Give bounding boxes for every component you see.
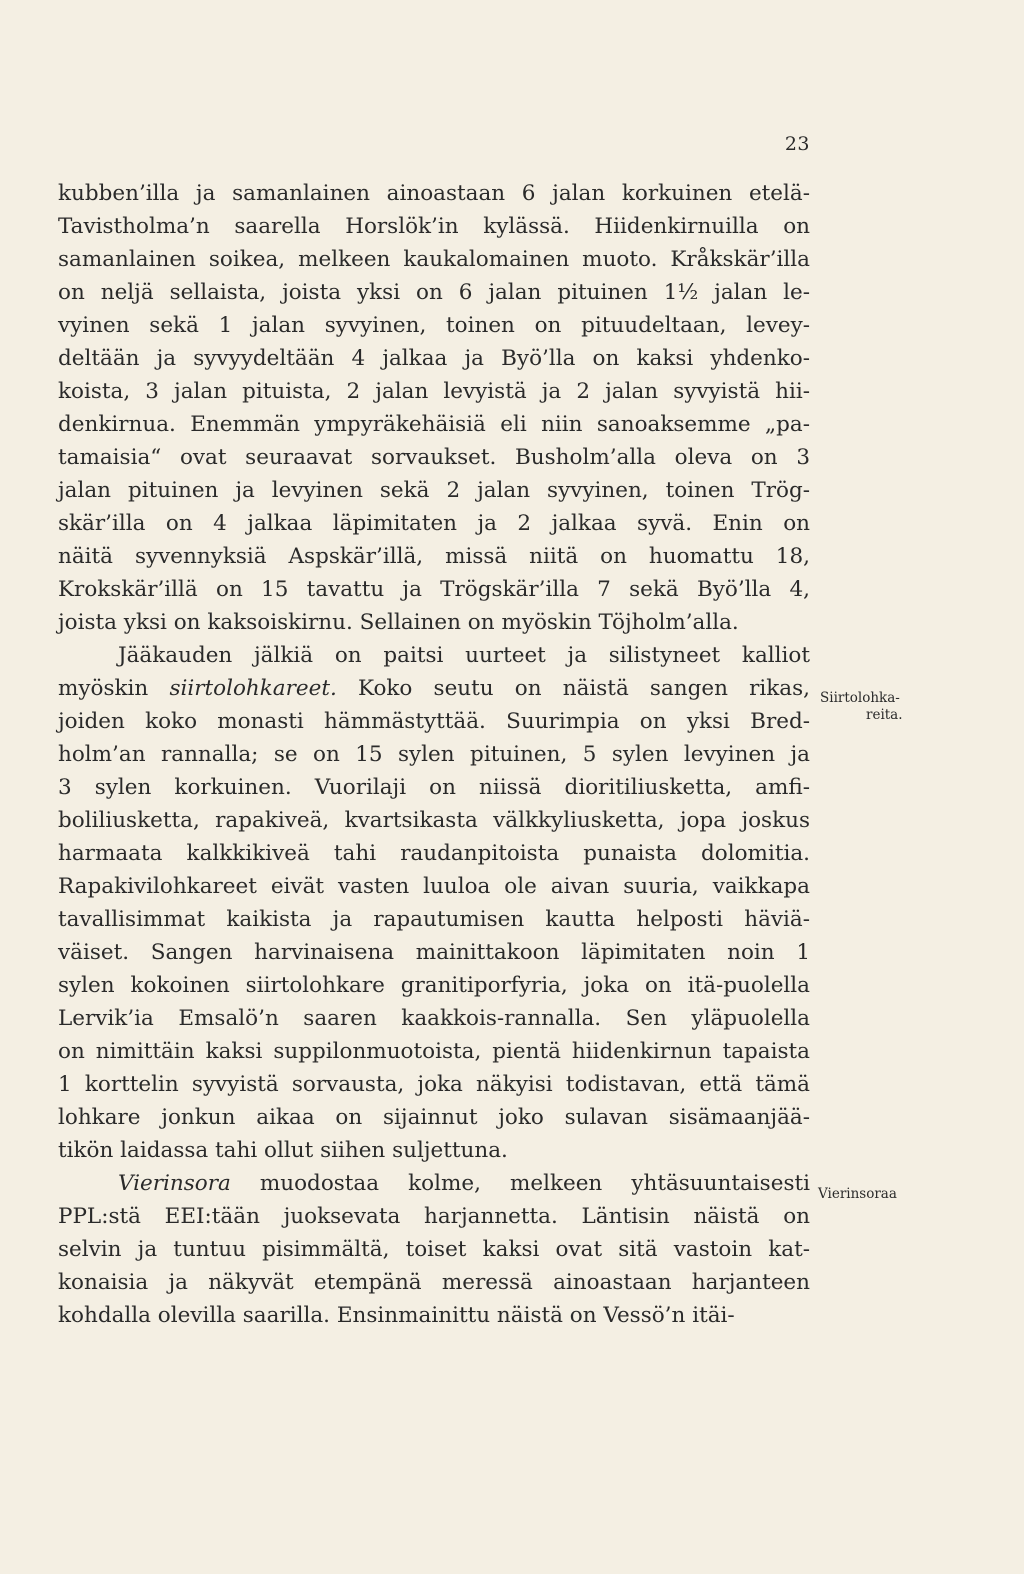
text-segment: kubben’illa ja samanlainen ainoastaan 6 jalan korkuinen etelä- xyxy=(58,181,810,206)
text-segment: 3 sylen korkuinen. Vuorilaji on niissä dioritiliusketta, amfi- xyxy=(58,775,810,800)
text-segment: joista yksi on kaksoiskirnu. Sellainen on myöskin Töjholm’alla. xyxy=(58,610,739,635)
text-line xyxy=(58,771,810,804)
text-segment: Koko seutu on näistä sangen rikas, xyxy=(336,676,810,701)
margin-note-line: Vierinsoraa xyxy=(818,1186,897,1202)
text-segment: deltään ja syvyydeltään 4 jalkaa ja Byö’lla on kaksi yhdenko- xyxy=(58,346,810,371)
margin-note-vierinsoraa xyxy=(818,1186,897,1203)
text-line xyxy=(58,903,810,936)
text-segment: tavallisimmat kaikista ja rapautumisen kautta helposti häviä- xyxy=(58,907,810,932)
text-segment: lohkare jonkun aikaa on sijainnut joko sulavan sisämaanjää- xyxy=(58,1105,810,1130)
margin-note-line: reita. xyxy=(866,707,903,723)
text-segment: boliliusketta, rapakiveä, kvartsikasta välkkyliusketta, jopa joskus xyxy=(58,808,810,833)
text-segment: Lervik’ia Emsalö’n saaren kaakkois-rannalla. Sen yläpuolella xyxy=(58,1006,810,1031)
body-text xyxy=(58,177,810,1332)
text-segment: tamaisia“ ovat seuraavat sorvaukset. Busholm’alla oleva on 3 xyxy=(58,445,810,470)
text-segment: konaisia ja näkyvät etempänä meressä ainoastaan harjanteen xyxy=(58,1270,810,1295)
emphasized-term: siirtolohkareet. xyxy=(169,676,337,701)
text-segment: harmaata kalkkikiveä tahi raudanpitoista punaista dolomitia. xyxy=(58,841,810,866)
text-line xyxy=(58,210,810,243)
text-line xyxy=(58,1035,810,1068)
text-line xyxy=(58,276,810,309)
text-segment: selvin ja tuntuu pisimmältä, toiset kaksi ovat sitä vastoin kat- xyxy=(58,1237,810,1262)
text-line xyxy=(58,936,810,969)
text-segment: väiset. Sangen harvinaisena mainittakoon läpimitaten noin 1 xyxy=(58,940,810,965)
text-segment: samanlainen soikea, melkeen kaukalomainen muoto. Kråkskär’illa xyxy=(58,247,810,272)
text-segment: tikön laidassa tahi ollut siihen suljettuna. xyxy=(58,1138,508,1163)
text-line xyxy=(58,408,810,441)
text-segment: on nimittäin kaksi suppilonmuotoista, pientä hiidenkirnun tapaista xyxy=(58,1039,810,1064)
text-segment: 1 korttelin syvyistä sorvausta, joka näkyisi todistavan, että tämä xyxy=(58,1072,810,1097)
text-segment: on neljä sellaista, joista yksi on 6 jalan pituinen 1½ jalan le- xyxy=(58,280,810,305)
text-line xyxy=(58,1068,810,1101)
text-segment: muodostaa kolme, melkeen yhtäsuuntaisesti xyxy=(230,1171,810,1196)
text-segment: PPL:stä EEI:tään juoksevata harjannetta. Läntisin näistä on xyxy=(58,1204,810,1229)
text-segment: myöskin xyxy=(58,676,170,701)
text-line xyxy=(58,639,810,672)
text-segment: Jääkauden jälkiä on paitsi uurteet ja silistyneet kalliot xyxy=(118,643,810,668)
text-line xyxy=(58,1233,810,1266)
text-segment: skär’illa on 4 jalkaa läpimitaten ja 2 jalkaa syvä. Enin on xyxy=(58,511,810,536)
text-segment: sylen kokoinen siirtolohkare granitiporfyria, joka on itä-puolella xyxy=(58,973,810,998)
text-line xyxy=(58,837,810,870)
text-line xyxy=(58,342,810,375)
text-line xyxy=(58,804,810,837)
text-line xyxy=(58,738,810,771)
text-segment: koista, 3 jalan pituista, 2 jalan levyistä ja 2 jalan syvyistä hii- xyxy=(58,379,810,404)
margin-note-siirtolohkareita xyxy=(820,690,903,724)
text-line xyxy=(58,969,810,1002)
text-line xyxy=(58,474,810,507)
text-segment: Krokskär’illä on 15 tavattu ja Trögskär’illa 7 sekä Byö’lla 4, xyxy=(58,577,810,602)
text-line xyxy=(58,606,810,639)
text-segment: joiden koko monasti hämmästyttää. Suurimpia on yksi Bred- xyxy=(58,709,810,734)
text-line xyxy=(58,309,810,342)
text-line xyxy=(58,540,810,573)
page-number: 23 xyxy=(784,133,810,155)
text-line xyxy=(58,870,810,903)
text-line xyxy=(58,177,810,210)
margin-note-line: Siirtolohka- xyxy=(820,690,900,706)
text-segment: Rapakivilohkareet eivät vasten luuloa ole aivan suuria, vaikkapa xyxy=(58,874,810,899)
text-segment: näitä syvennyksiä Aspskär’illä, missä niitä on huomattu 18, xyxy=(58,544,810,569)
text-segment: kohdalla olevilla saarilla. Ensinmainittu näistä on Vessö’n itäi- xyxy=(58,1303,735,1328)
text-line xyxy=(58,1134,810,1167)
text-line xyxy=(58,1002,810,1035)
text-line xyxy=(58,672,810,705)
text-line xyxy=(58,1200,810,1233)
text-line xyxy=(58,375,810,408)
text-segment: denkirnua. Enemmän ympyräkehäisiä eli niin sanoaksemme „pa- xyxy=(58,412,810,437)
text-segment: Tavistholma’n saarella Horslök’in kylässä. Hiidenkirnuilla on xyxy=(58,214,810,239)
text-line xyxy=(58,1266,810,1299)
text-line xyxy=(58,705,810,738)
text-line xyxy=(58,1299,810,1332)
emphasized-term: Vierinsora xyxy=(118,1171,231,1196)
text-segment: holm’an rannalla; se on 15 sylen pituinen, 5 sylen levyinen ja xyxy=(58,742,810,767)
text-line xyxy=(58,507,810,540)
text-line xyxy=(58,1167,810,1200)
text-line xyxy=(58,1101,810,1134)
text-segment: vyinen sekä 1 jalan syvyinen, toinen on pituudeltaan, levey- xyxy=(58,313,810,338)
text-line xyxy=(58,441,810,474)
text-line xyxy=(58,243,810,276)
text-segment: jalan pituinen ja levyinen sekä 2 jalan syvyinen, toinen Trög- xyxy=(58,478,810,503)
text-line xyxy=(58,573,810,606)
